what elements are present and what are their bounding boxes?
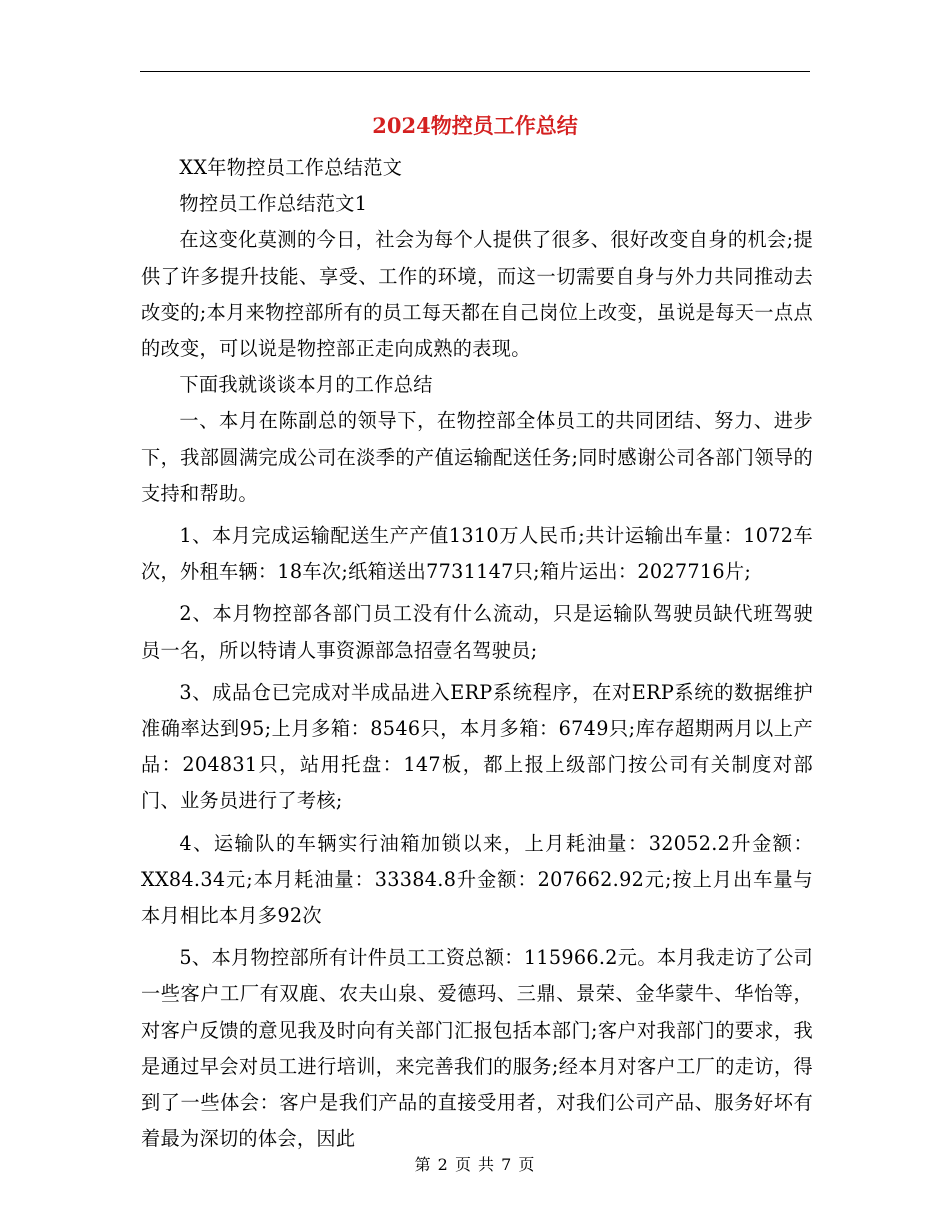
paragraph-summary-lead: 下面我就谈谈本月的工作总结	[179, 373, 433, 397]
paragraph-section-heading: 物控员工作总结范文1	[179, 192, 368, 216]
paragraph-point-5: 5、本月物控部所有计件员工工资总额：115966.2元。本月我走访了公司一些客户工厂有双鹿、农夫山泉、爱德玛、三鼎、景荣、金华蒙牛、华怡等，对客户反馈的意见我及时向有关部门汇报包括本部门;客户对我部门的要求，我是通过早会对员工进行培训，来完善我们的服务;经本月对客户工厂的走访，得到了一些体会：客户是我们产品的直接受用者，对我们公司产品、服务好坏有着最为深切的体会，因此	[141, 946, 813, 1151]
page-number: 第 2 页 共 7 页	[414, 1155, 536, 1174]
document-body	[141, 150, 813, 1157]
document-title: 2024物控员工作总结	[372, 113, 578, 138]
paragraph-point-2: 2、本月物控部各部门员工没有什么流动，只是运输队驾驶员缺代班驾驶员一名，所以特请人事资源部急招壹名驾驶员;	[141, 602, 813, 662]
paragraph-item-one: 一、本月在陈副总的领导下，在物控部全体员工的共同团结、努力、进步下，我部圆满完成公司在淡季的产值运输配送任务;同时感谢公司各部门领导的支持和帮助。	[141, 409, 813, 505]
paragraph-point-3: 3、成品仓已完成对半成品进入ERP系统程序，在对ERP系统的数据维护准确率达到95;上月多箱：8546只，本月多箱：6749只;库存超期两月以上产品：204831只，站用托盘：147板，都上报上级部门按公司有关制度对部门、业务员进行了考核;	[141, 680, 813, 813]
paragraph-subtitle: XX年物控员工作总结范文	[179, 156, 403, 179]
paragraph-intro: 在这变化莫测的今日，社会为每个人提供了很多、很好改变自身的机会;提供了许多提升技能、享受、工作的环境，而这一切需要自身与外力共同推动去改变的;本月来物控部所有的员工每天都在自己岗位上改变，虽说是每天一点点的改变，可以说是物控部正走向成熟的表现。	[141, 228, 813, 361]
header-rule	[140, 71, 810, 72]
paragraph-point-4: 4、运输队的车辆实行油箱加锁以来，上月耗油量：32052.2升金额：XX84.34元;本月耗油量：33384.8升金额：207662.92元;按上月出车量与本月相比本月多92次	[141, 831, 813, 928]
paragraph-point-1: 1、本月完成运输配送生产产值1310万人民币;共计运输出车量：1072车次，外租车辆：18车次;纸箱送出7731147只;箱片运出：2027716片;	[141, 524, 813, 584]
